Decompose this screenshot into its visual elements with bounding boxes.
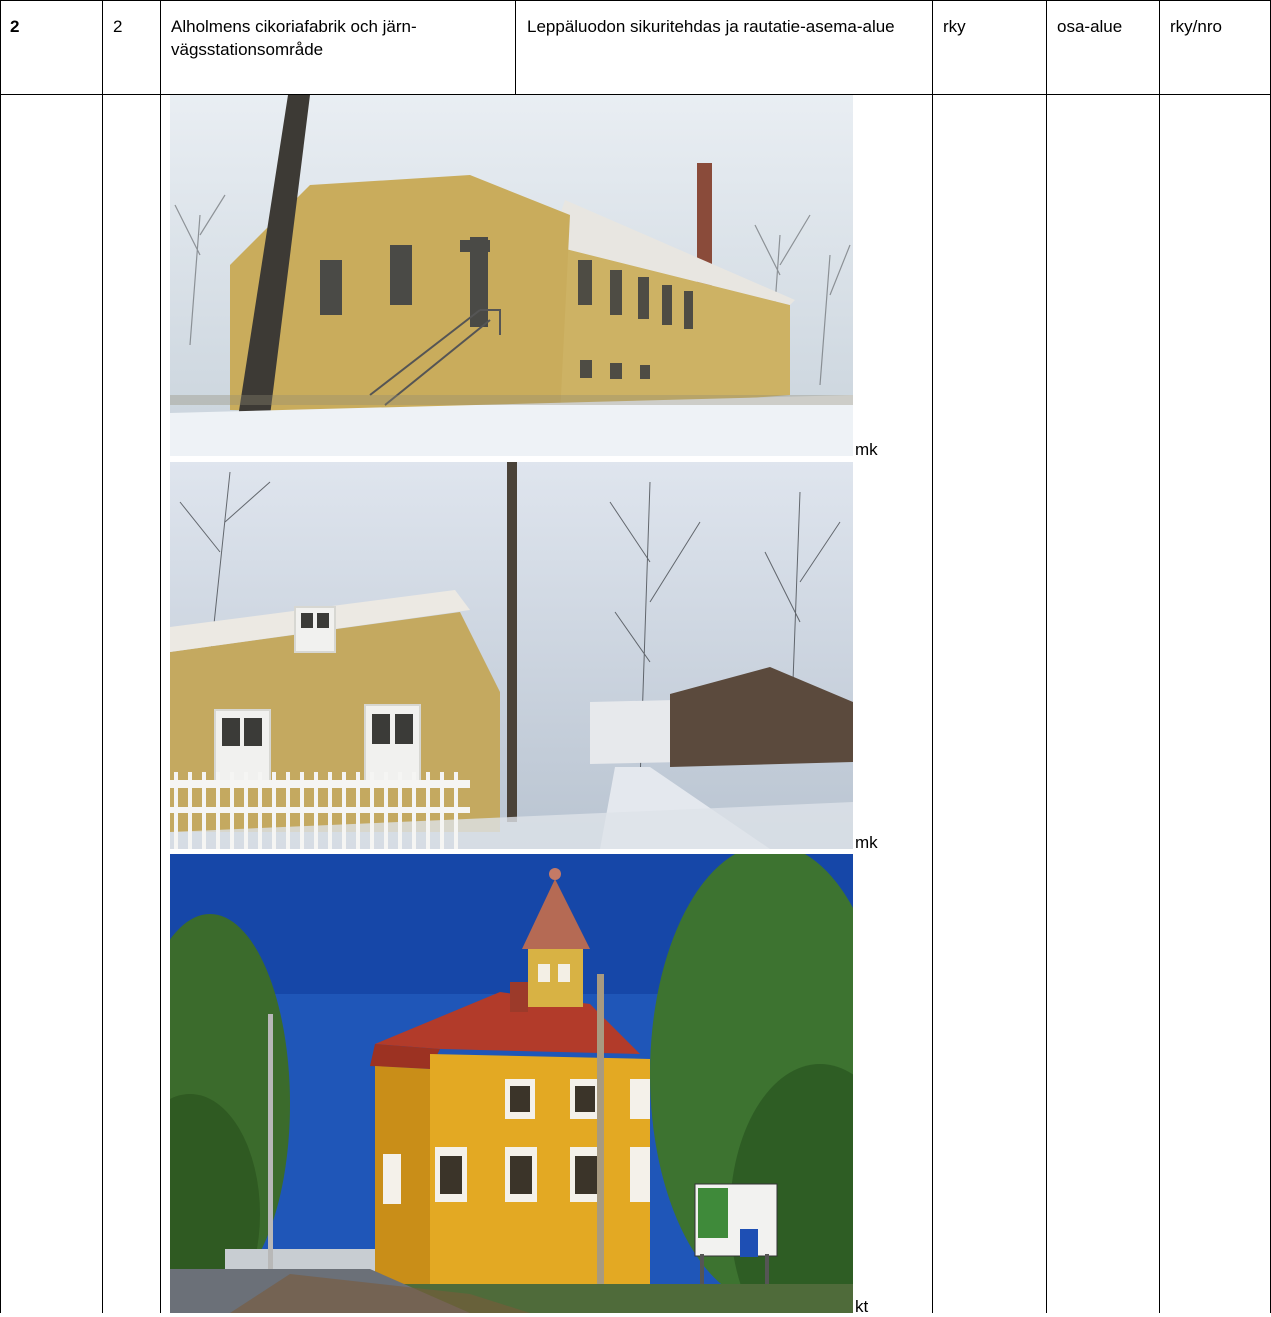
column-divider-4: [932, 0, 933, 1313]
column-divider-1: [102, 0, 103, 1313]
column-divider-3: [515, 0, 516, 95]
area-reference: rky/nro: [1170, 17, 1222, 36]
table-border-top: [0, 0, 1271, 1]
column-divider-6: [1159, 0, 1160, 1313]
area-name-finnish: Leppäluodon sikuritehdas ja rautatie-asema-alue: [527, 17, 895, 36]
area-type: rky: [943, 17, 966, 36]
row-number: 2: [10, 17, 20, 36]
photo-factory-building: [170, 95, 853, 456]
column-divider-5: [1046, 0, 1047, 1313]
photo-credit-2: mk: [855, 833, 878, 852]
area-name-swedish: Alholmens cikoriafabrik och järn-vägsstationsområde: [171, 17, 417, 59]
photo-credit-1: mk: [855, 440, 878, 459]
photo-credit-3: kt: [855, 1297, 869, 1316]
table-border-left: [0, 0, 1, 1313]
column-divider-2: [160, 0, 161, 1313]
area-part: osa-alue: [1057, 17, 1123, 36]
row-index: 2: [113, 17, 123, 36]
photo-yellow-turret-building: [170, 854, 853, 1313]
photo-wooden-house: [170, 462, 853, 849]
